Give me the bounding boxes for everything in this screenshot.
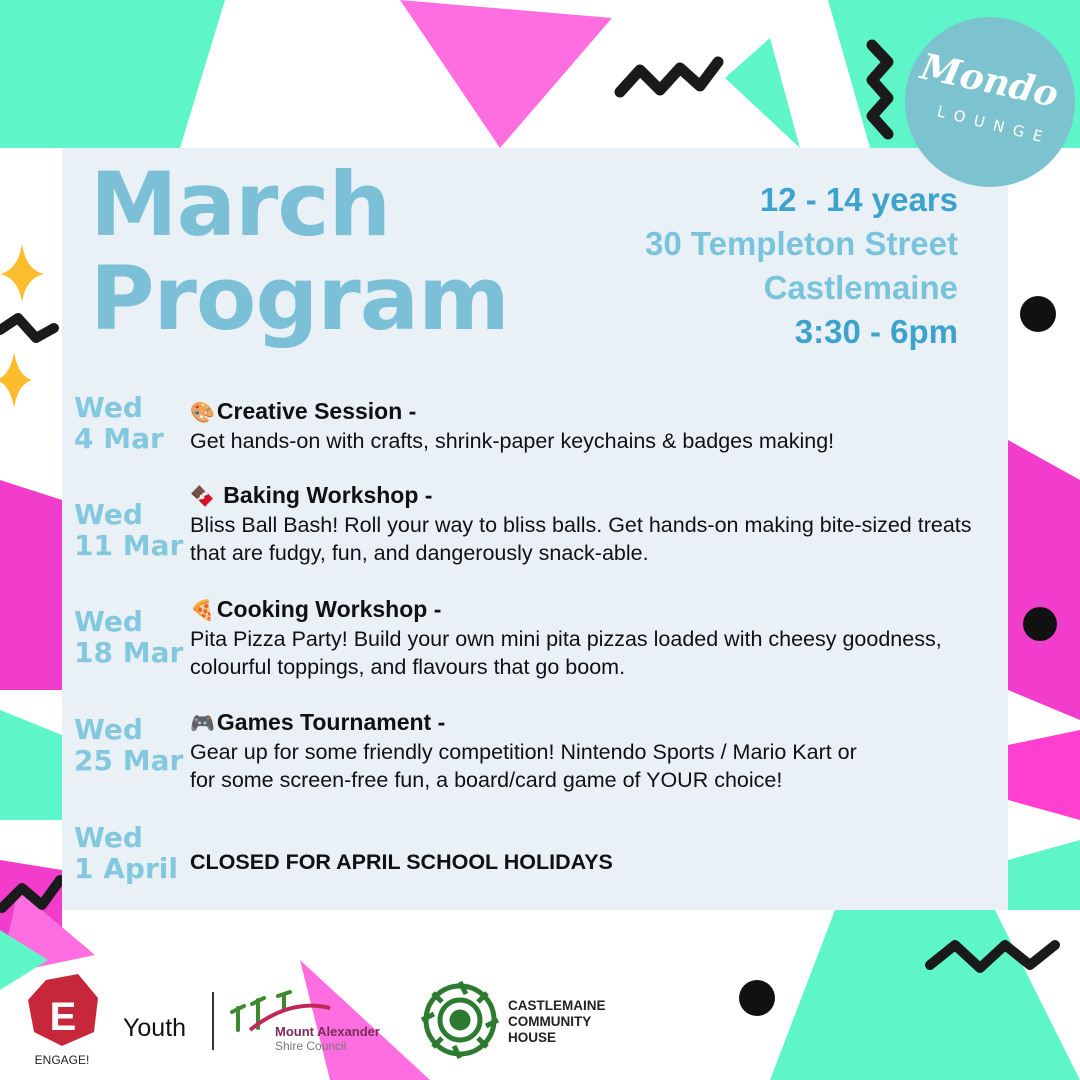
street-address: 30 Templeton Street (645, 225, 958, 262)
session-time: 3:30 - 6pm (794, 313, 958, 350)
community-line-3: HOUSE (508, 1030, 557, 1045)
chocolate-icon: 🍫 (190, 486, 215, 508)
youth-text: Youth (123, 1014, 187, 1042)
event-day: Wed (74, 821, 143, 854)
event-day: Wed (74, 713, 143, 746)
event-day-date: 18 Mar (74, 636, 184, 669)
event-day-date: 25 Mar (74, 744, 184, 777)
palette-icon: 🎨 (190, 402, 215, 424)
council-line-2: Shire Council (275, 1039, 347, 1053)
council-line-1: Mount Alexander (275, 1024, 380, 1039)
event-day: Wed (74, 498, 143, 531)
logo-mondo-text: Mondo (917, 45, 1063, 116)
event-description: Gear up for some friendly competition! Nintendo Sports / Mario Kart or for some screen-free fun, a board/card game of YOUR choice! (190, 740, 857, 792)
event-title: Creative Session - (216, 398, 417, 424)
closed-notice: CLOSED FOR APRIL SCHOOL HOLIDAYS (190, 850, 613, 874)
event-title: Cooking Workshop - (216, 596, 442, 622)
title-line-1: March (90, 153, 391, 256)
event-day-date: 1 April (74, 852, 178, 885)
community-line-2: COMMUNITY (508, 1014, 592, 1029)
event-day: Wed (74, 391, 143, 424)
event-title: Baking Workshop - (216, 482, 433, 508)
event-title: Games Tournament - (216, 709, 446, 735)
age-range: 12 - 14 years (759, 181, 958, 218)
event-day-date: 4 Mar (74, 422, 164, 455)
community-line-1: CASTLEMAINE (508, 998, 606, 1013)
title-line-2: Program (90, 247, 509, 350)
event-description: Pita Pizza Party! Build your own mini pita pizzas loaded with cheesy goodness, colourful toppings, and flavours that go boom. (190, 627, 942, 679)
engage-letter: E (49, 995, 77, 1039)
community-house-icon (422, 982, 498, 1058)
event-description: Get hands-on with crafts, shrink-paper keychains & badges making! (190, 429, 835, 453)
engage-label: ENGAGE! (34, 1053, 90, 1067)
event-day: Wed (74, 605, 143, 638)
logo-lounge-text: LOUNGE (935, 102, 1054, 149)
gamepad-icon: 🎮 (190, 713, 215, 735)
event-description: Bliss Ball Bash! Roll your way to bliss balls. Get hands-on making bite-sized treats that are fudgy, fun, and dangerously snack-able. (190, 513, 972, 565)
pizza-icon: 🍕 (190, 600, 215, 622)
event-day-date: 11 Mar (74, 529, 184, 562)
town: Castlemaine (763, 269, 958, 306)
